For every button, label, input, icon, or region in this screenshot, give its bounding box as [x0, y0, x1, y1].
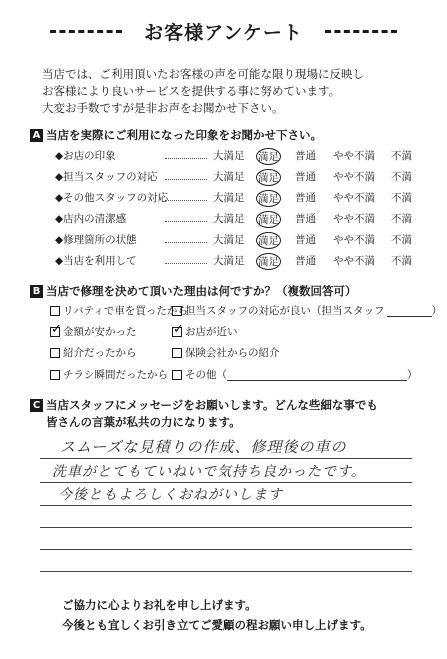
rating-row-label: ◆担当スタッフの対応 — [55, 171, 158, 183]
rating-option[interactable]: 不満 — [391, 150, 412, 162]
rating-option[interactable]: 普通 — [295, 150, 316, 162]
section-c-title-line-2: 皆さんの言葉が私共の力になります。 — [46, 415, 241, 429]
rating-option[interactable]: 大満足 — [213, 234, 245, 246]
close-paren: ） — [407, 369, 418, 381]
rating-option[interactable]: やや不満 — [333, 150, 375, 162]
checkbox-label: お店が近い — [185, 326, 238, 338]
writing-line — [40, 549, 412, 550]
staff-name-field[interactable] — [387, 305, 432, 317]
title-dashes-right — [325, 30, 397, 33]
leader-dots — [165, 232, 207, 243]
checkbox-reason-3[interactable] — [50, 324, 137, 339]
section-b-title: 当店で修理を決めて頂いた理由は何ですか？（複数回答可） — [46, 284, 357, 298]
handwritten-line-1: スムーズな見積りの作成、修理後の車の — [60, 438, 347, 456]
checkbox-box[interactable] — [50, 370, 60, 380]
close-paren: ） — [431, 305, 442, 317]
rating-option[interactable]: 大満足 — [213, 255, 245, 267]
checkbox-label: 金額が安かった — [63, 326, 137, 338]
checkbox-label: その他（ — [185, 369, 227, 381]
rating-option[interactable]: 普通 — [295, 171, 316, 183]
rating-row-label: ◆お店の印象 — [55, 150, 116, 162]
checkbox-label: リバティで車を買ったから — [63, 305, 188, 317]
writing-line — [40, 571, 412, 572]
section-c-heading — [30, 397, 378, 413]
checkbox-box[interactable] — [50, 348, 60, 358]
rating-option[interactable]: やや不満 — [333, 213, 375, 225]
other-reason-field[interactable] — [227, 369, 407, 381]
checkbox-reason-2[interactable] — [172, 303, 442, 318]
leader-dots — [165, 190, 207, 201]
rating-option[interactable]: 大満足 — [213, 171, 245, 183]
section-a-title: 当店を実際にご利用になった印象をお聞かせ下さい。 — [46, 128, 322, 142]
rating-option-selected[interactable]: 満足 — [256, 169, 281, 186]
rating-option[interactable]: やや不満 — [333, 171, 375, 183]
checkbox-reason-7[interactable] — [50, 367, 168, 382]
closing-line-1: ご協力に心よりお礼を申し上げます。 — [62, 598, 257, 612]
rating-option[interactable]: 不満 — [391, 255, 412, 267]
rating-option-selected[interactable]: 満足 — [256, 211, 281, 228]
section-a-heading — [30, 127, 322, 143]
rating-option-selected[interactable]: 満足 — [256, 232, 281, 249]
rating-option[interactable]: 普通 — [295, 234, 316, 246]
leader-dots — [165, 148, 207, 159]
checkbox-label: 担当スタッフの対応が良い（担当スタッフ — [185, 305, 385, 317]
rating-row-label: ◆店内の清潔感 — [55, 213, 127, 225]
checkbox-box[interactable] — [50, 306, 60, 316]
rating-row — [55, 148, 420, 166]
rating-option[interactable]: 普通 — [295, 192, 316, 204]
rating-option[interactable]: やや不満 — [333, 234, 375, 246]
rating-option[interactable]: 大満足 — [213, 192, 245, 204]
handwritten-line-2: 洗車がとてもていねいで気持ち良かったです。 — [52, 464, 366, 480]
checkbox-box[interactable] — [172, 306, 182, 316]
rating-option[interactable]: 不満 — [391, 192, 412, 204]
rating-option[interactable]: 普通 — [295, 213, 316, 225]
section-a-letter: A — [30, 129, 43, 142]
checkbox-reason-1[interactable] — [50, 303, 188, 318]
section-b-heading — [30, 283, 357, 299]
rating-option-selected[interactable]: 満足 — [256, 190, 281, 207]
rating-row-label: ◆当店を利用して — [55, 255, 137, 267]
rating-row — [55, 253, 420, 271]
leader-dots — [165, 253, 207, 264]
checkbox-label: チラシ瞬間だったから — [63, 369, 168, 381]
checkbox-reason-8[interactable] — [172, 367, 418, 382]
closing-line-2: 今後とも宜しくお引き立てご愛顧の程お願い申し上げます。 — [62, 618, 372, 632]
rating-option[interactable]: 不満 — [391, 171, 412, 183]
section-b-letter: B — [30, 285, 43, 298]
rating-row — [55, 169, 420, 187]
handwritten-line-3: 今後ともよろしくおねがいします — [58, 487, 283, 503]
rating-row — [55, 190, 420, 208]
rating-option[interactable]: 大満足 — [213, 150, 245, 162]
rating-option[interactable]: 大満足 — [213, 213, 245, 225]
writing-line — [40, 505, 412, 506]
checkbox-box-checked[interactable] — [50, 327, 60, 337]
rating-option[interactable]: やや不満 — [333, 255, 375, 267]
rating-option[interactable]: 普通 — [295, 255, 316, 267]
intro-line-2: お客様により良いサービスを提供する事に努めています。 — [42, 84, 341, 98]
rating-row-label: ◆その他スタッフの対応 — [55, 192, 169, 204]
checkbox-reason-4[interactable] — [172, 324, 238, 339]
rating-option-selected[interactable]: 満足 — [256, 148, 281, 165]
checkbox-label: 紹介だったから — [63, 347, 137, 359]
checkbox-box-checked[interactable] — [172, 327, 182, 337]
rating-option[interactable]: やや不満 — [333, 192, 375, 204]
page-title: お客様アンケート — [144, 22, 303, 44]
rating-option[interactable]: 不満 — [391, 213, 412, 225]
rating-row — [55, 232, 420, 250]
checkbox-box[interactable] — [172, 370, 182, 380]
checkbox-label: 保険会社からの紹介 — [185, 347, 280, 359]
intro-line-1: 当店では、ご利用頂いたお客様の声を可能な限り現場に反映し — [42, 67, 364, 81]
leader-dots — [165, 211, 207, 222]
section-c-letter: C — [30, 399, 43, 412]
writing-line — [40, 527, 412, 528]
section-c-title-line-1: 当店スタッフにメッセージをお願いします。どんな些細な事でも — [46, 398, 378, 412]
checkbox-reason-6[interactable] — [172, 345, 280, 360]
rating-option-selected[interactable]: 満足 — [256, 253, 281, 270]
leader-dots — [165, 169, 207, 180]
rating-row-label: ◆修理箇所の状態 — [55, 234, 137, 246]
intro-line-3: 大変お手数ですが是非お声をお聞かせ下さい。 — [42, 101, 284, 115]
checkbox-box[interactable] — [172, 348, 182, 358]
writing-line — [40, 458, 412, 459]
writing-line — [40, 482, 412, 483]
rating-row — [55, 211, 420, 229]
checkbox-reason-5[interactable] — [50, 345, 137, 360]
section-c-heading-2 — [46, 414, 241, 430]
rating-option[interactable]: 不満 — [391, 234, 412, 246]
